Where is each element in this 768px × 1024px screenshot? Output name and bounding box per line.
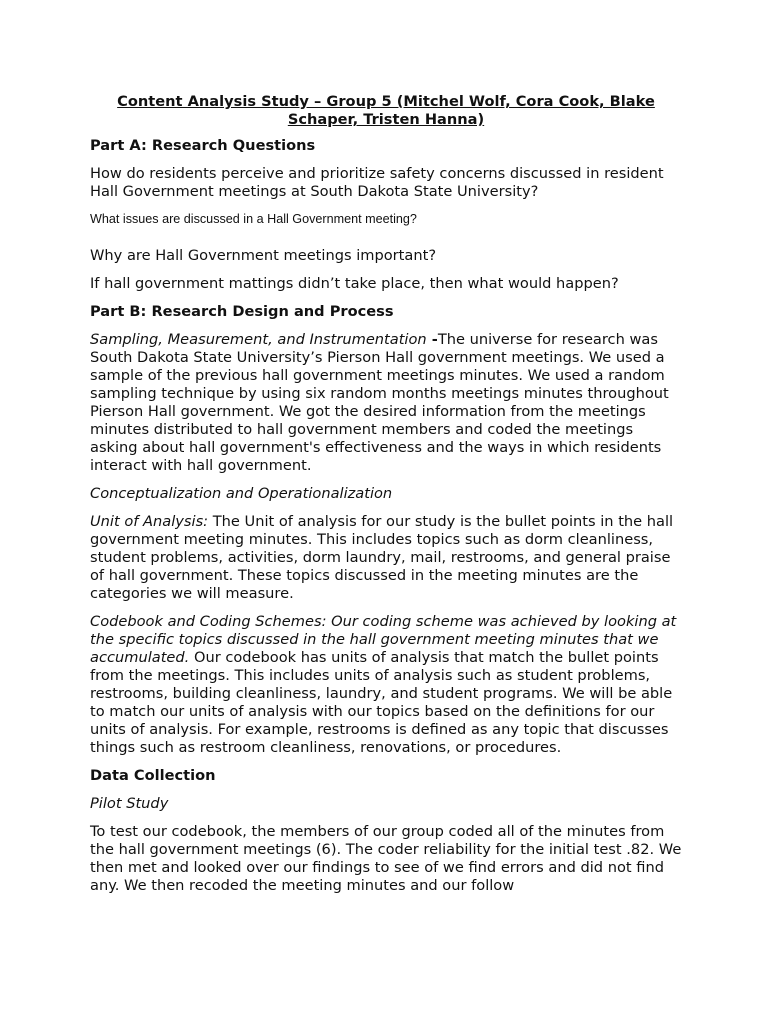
part-a-heading: Part A: Research Questions: [90, 137, 316, 154]
sampling-paragraph: [90, 331, 682, 475]
research-question-3: Why are Hall Government meetings important?: [90, 247, 437, 264]
document-title: Content Analysis Study – Group 5 (Mitchel Wolf, Cora Cook, Blake Schaper, Tristen Hanna): [117, 93, 655, 128]
pilot-study-text: To test our codebook, the members of our group coded all of the minutes from the hall government meetings (6). The coder reliability for the initial test .82. We then met and looked over our findings to see of we find errors and did not find any. We then recoded the meeting minutes and our follow: [90, 823, 682, 894]
codebook-paragraph: [90, 613, 682, 757]
unit-of-analysis-paragraph: [90, 513, 682, 603]
sampling-label: Sampling, Measurement, and Instrumentation: [90, 331, 427, 348]
codebook-text: Our codebook has units of analysis that match the bullet points from the meetings. This includes units of analysis such as student problems, restrooms, building cleanliness, laundry, and student programs. We will be able to match our units of analysis with our topics based on the definitions for our units of analysis. For example, restrooms is defined as any topic that discusses things such as restroom cleanliness, renovations, or procedures.: [90, 649, 673, 756]
conceptualization-heading: Conceptualization and Operationalization: [90, 485, 393, 502]
sampling-dash: -: [426, 331, 438, 348]
research-question-4: If hall government mattings didn’t take place, then what would happen?: [90, 275, 619, 292]
research-question-2: What issues are discussed in a Hall Government meeting?: [90, 212, 417, 226]
research-question-1: How do residents perceive and prioritize safety concerns discussed in resident Hall Government meetings at South Dakota State University?: [90, 165, 664, 200]
document-page: [90, 93, 682, 905]
pilot-study-heading: Pilot Study: [90, 795, 169, 812]
part-b-heading: Part B: Research Design and Process: [90, 303, 394, 320]
unit-text: The Unit of analysis for our study is the bullet points in the hall government meeting minutes. This includes topics such as dorm cleanliness, student problems, activities, dorm laundry, mail, restrooms, and general praise of hall government. These topics discussed in the meeting minutes are the categories we will measure.: [90, 513, 674, 602]
sampling-text: The universe for research was South Dakota State University’s Pierson Hall government meetings. We used a sample of the previous hall government meetings minutes. We used a random sampling technique by using six random months meetings minutes throughout Pierson Hall government. We got the desired information from the meetings minutes distributed to hall government members and coded the meetings asking about hall government's effectiveness and the ways in which residents interact with hall government.: [90, 331, 669, 474]
data-collection-heading: Data Collection: [90, 767, 216, 784]
unit-label: Unit of Analysis:: [90, 513, 209, 530]
codebook-label: Codebook and Coding Schemes: Our coding scheme was achieved by looking at the specific topics discussed in the hall government meeting minutes that we accumulated.: [90, 613, 677, 666]
